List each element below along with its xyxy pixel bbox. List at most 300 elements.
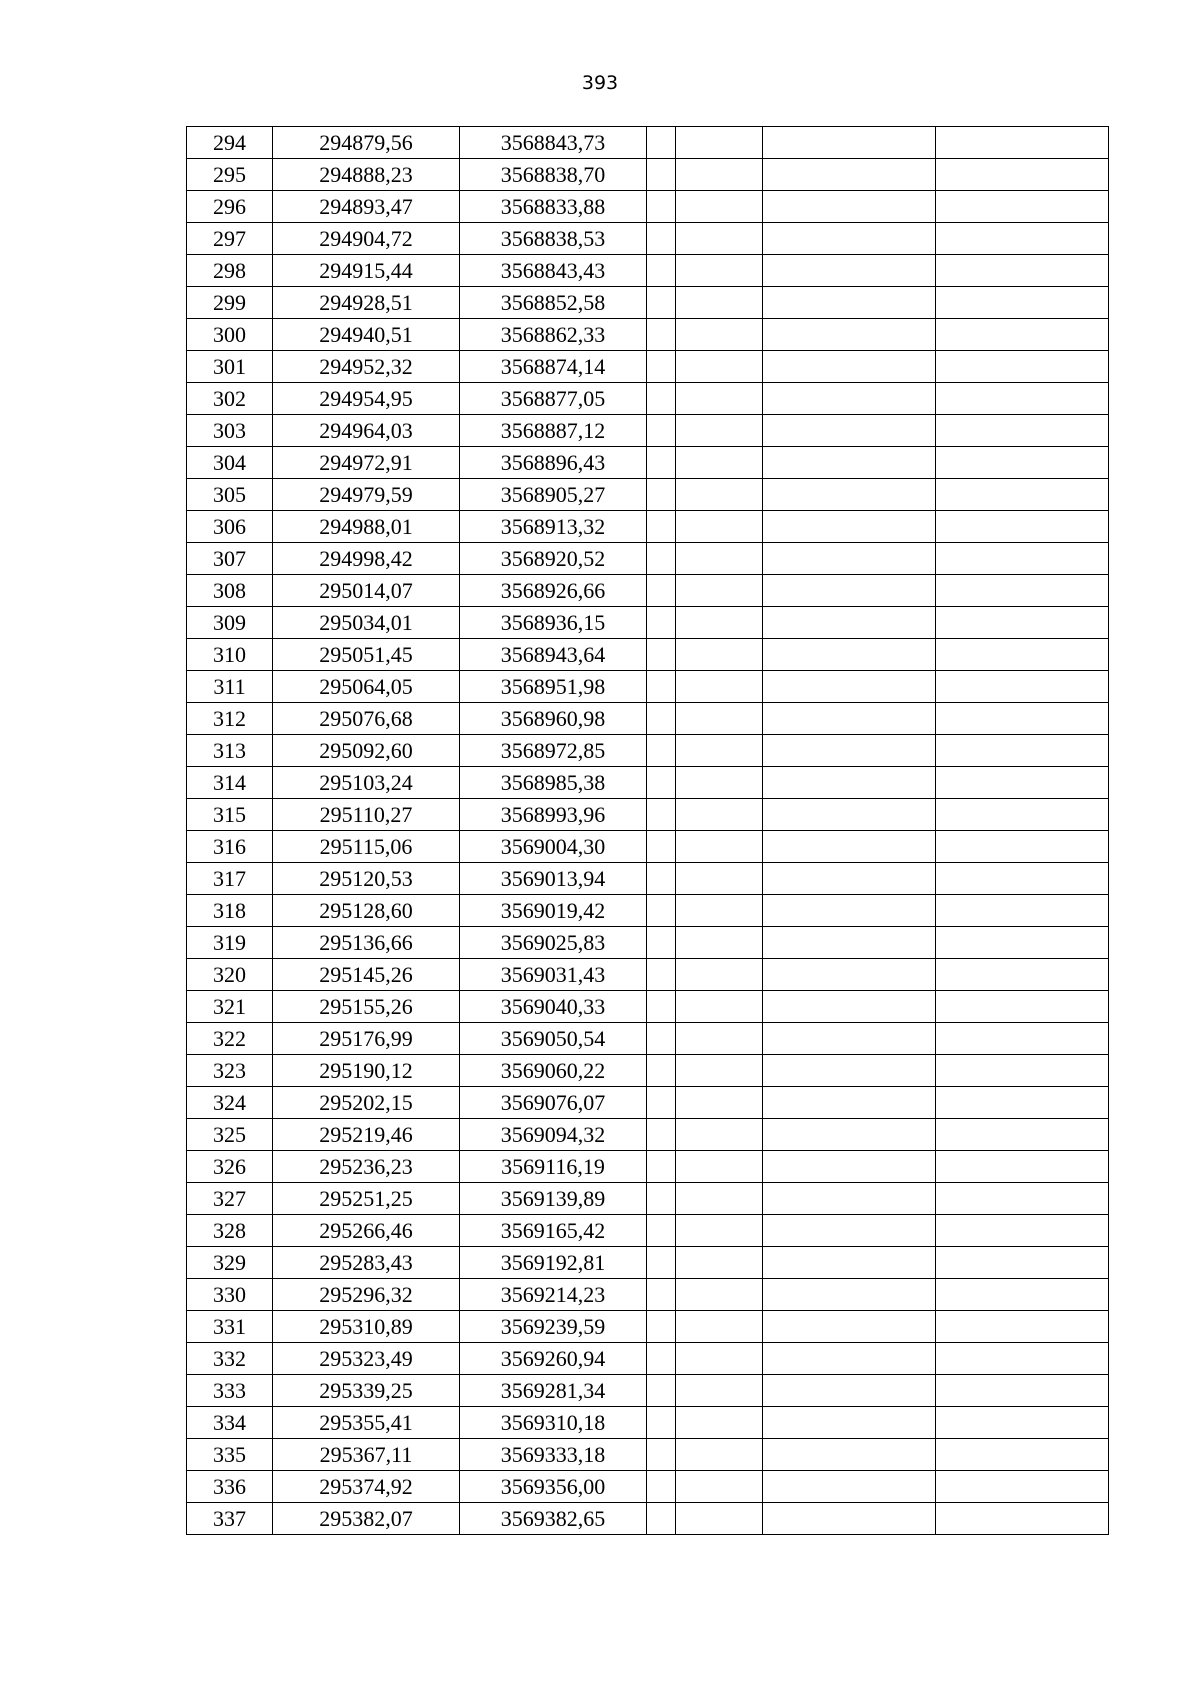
table-row [187, 959, 1109, 991]
point-number-cell: 311 [187, 671, 273, 703]
empty-cell [647, 191, 676, 223]
table-row [187, 1311, 1109, 1343]
x-coordinate-cell: 295266,46 [273, 1215, 460, 1247]
empty-cell [763, 703, 936, 735]
table-row [187, 191, 1109, 223]
empty-cell [936, 287, 1109, 319]
point-number-cell: 306 [187, 511, 273, 543]
empty-cell [676, 1215, 763, 1247]
empty-cell [763, 959, 936, 991]
table-row [187, 1055, 1109, 1087]
x-coordinate-cell: 295076,68 [273, 703, 460, 735]
y-coordinate-cell: 3569310,18 [460, 1407, 647, 1439]
x-coordinate-cell: 295367,11 [273, 1439, 460, 1471]
empty-cell [676, 575, 763, 607]
empty-cell [763, 1087, 936, 1119]
point-number-cell: 299 [187, 287, 273, 319]
empty-cell [647, 863, 676, 895]
y-coordinate-cell: 3568852,58 [460, 287, 647, 319]
y-coordinate-cell: 3569116,19 [460, 1151, 647, 1183]
empty-cell [763, 991, 936, 1023]
empty-cell [763, 575, 936, 607]
empty-cell [936, 1183, 1109, 1215]
point-number-cell: 328 [187, 1215, 273, 1247]
empty-cell [936, 863, 1109, 895]
empty-cell [647, 575, 676, 607]
table-row [187, 895, 1109, 927]
point-number-cell: 313 [187, 735, 273, 767]
y-coordinate-cell: 3568943,64 [460, 639, 647, 671]
empty-cell [936, 767, 1109, 799]
point-number-cell: 309 [187, 607, 273, 639]
empty-cell [647, 1119, 676, 1151]
empty-cell [676, 383, 763, 415]
y-coordinate-cell: 3568920,52 [460, 543, 647, 575]
y-coordinate-cell: 3568960,98 [460, 703, 647, 735]
x-coordinate-cell: 295202,15 [273, 1087, 460, 1119]
y-coordinate-cell: 3568833,88 [460, 191, 647, 223]
empty-cell [936, 991, 1109, 1023]
empty-cell [763, 1471, 936, 1503]
table-row [187, 735, 1109, 767]
x-coordinate-cell: 295014,07 [273, 575, 460, 607]
empty-cell [676, 831, 763, 863]
empty-cell [763, 1439, 936, 1471]
empty-cell [647, 351, 676, 383]
table-row [187, 1183, 1109, 1215]
point-number-cell: 321 [187, 991, 273, 1023]
empty-cell [936, 1471, 1109, 1503]
empty-cell [763, 1343, 936, 1375]
point-number-cell: 336 [187, 1471, 273, 1503]
table-row [187, 1439, 1109, 1471]
point-number-cell: 302 [187, 383, 273, 415]
empty-cell [647, 895, 676, 927]
table-row [187, 511, 1109, 543]
empty-cell [647, 703, 676, 735]
point-number-cell: 334 [187, 1407, 273, 1439]
empty-cell [936, 1023, 1109, 1055]
table-row [187, 607, 1109, 639]
point-number-cell: 298 [187, 255, 273, 287]
y-coordinate-cell: 3569013,94 [460, 863, 647, 895]
table-row [187, 1087, 1109, 1119]
y-coordinate-cell: 3569333,18 [460, 1439, 647, 1471]
empty-cell [647, 831, 676, 863]
coordinates-table [186, 126, 1109, 1535]
empty-cell [647, 1215, 676, 1247]
empty-cell [763, 127, 936, 159]
empty-cell [936, 1247, 1109, 1279]
point-number-cell: 331 [187, 1311, 273, 1343]
x-coordinate-cell: 294964,03 [273, 415, 460, 447]
empty-cell [647, 1343, 676, 1375]
empty-cell [936, 319, 1109, 351]
empty-cell [763, 767, 936, 799]
empty-cell [936, 447, 1109, 479]
table-row [187, 1023, 1109, 1055]
empty-cell [647, 607, 676, 639]
point-number-cell: 300 [187, 319, 273, 351]
empty-cell [647, 1471, 676, 1503]
y-coordinate-cell: 3568887,12 [460, 415, 647, 447]
y-coordinate-cell: 3568838,53 [460, 223, 647, 255]
table-row [187, 1375, 1109, 1407]
table-row [187, 639, 1109, 671]
point-number-cell: 327 [187, 1183, 273, 1215]
x-coordinate-cell: 294952,32 [273, 351, 460, 383]
table-row [187, 319, 1109, 351]
empty-cell [763, 1183, 936, 1215]
empty-cell [676, 415, 763, 447]
x-coordinate-cell: 294928,51 [273, 287, 460, 319]
empty-cell [676, 1151, 763, 1183]
empty-cell [647, 1183, 676, 1215]
y-coordinate-cell: 3568913,32 [460, 511, 647, 543]
empty-cell [647, 479, 676, 511]
empty-cell [676, 639, 763, 671]
empty-cell [763, 1151, 936, 1183]
empty-cell [763, 1279, 936, 1311]
empty-cell [676, 959, 763, 991]
point-number-cell: 312 [187, 703, 273, 735]
y-coordinate-cell: 3569050,54 [460, 1023, 647, 1055]
empty-cell [676, 863, 763, 895]
x-coordinate-cell: 295115,06 [273, 831, 460, 863]
empty-cell [647, 543, 676, 575]
y-coordinate-cell: 3569139,89 [460, 1183, 647, 1215]
empty-cell [647, 1055, 676, 1087]
empty-cell [936, 671, 1109, 703]
y-coordinate-cell: 3568993,96 [460, 799, 647, 831]
empty-cell [676, 319, 763, 351]
empty-cell [763, 1247, 936, 1279]
empty-cell [676, 1023, 763, 1055]
x-coordinate-cell: 295064,05 [273, 671, 460, 703]
empty-cell [647, 735, 676, 767]
empty-cell [763, 607, 936, 639]
empty-cell [763, 415, 936, 447]
empty-cell [763, 1055, 936, 1087]
empty-cell [647, 671, 676, 703]
table-row [187, 287, 1109, 319]
x-coordinate-cell: 295136,66 [273, 927, 460, 959]
empty-cell [676, 991, 763, 1023]
empty-cell [676, 287, 763, 319]
empty-cell [936, 191, 1109, 223]
empty-cell [676, 1055, 763, 1087]
x-coordinate-cell: 295296,32 [273, 1279, 460, 1311]
empty-cell [936, 1151, 1109, 1183]
x-coordinate-cell: 295355,41 [273, 1407, 460, 1439]
empty-cell [936, 703, 1109, 735]
table-row [187, 1151, 1109, 1183]
point-number-cell: 295 [187, 159, 273, 191]
page-number: 393 [581, 72, 619, 94]
empty-cell [647, 1247, 676, 1279]
x-coordinate-cell: 295110,27 [273, 799, 460, 831]
empty-cell [763, 1503, 936, 1535]
empty-cell [936, 1087, 1109, 1119]
empty-cell [647, 127, 676, 159]
y-coordinate-cell: 3569165,42 [460, 1215, 647, 1247]
point-number-cell: 305 [187, 479, 273, 511]
table-row [187, 447, 1109, 479]
y-coordinate-cell: 3568972,85 [460, 735, 647, 767]
point-number-cell: 296 [187, 191, 273, 223]
empty-cell [647, 1311, 676, 1343]
y-coordinate-cell: 3568877,05 [460, 383, 647, 415]
point-number-cell: 308 [187, 575, 273, 607]
point-number-cell: 324 [187, 1087, 273, 1119]
y-coordinate-cell: 3569094,32 [460, 1119, 647, 1151]
empty-cell [676, 671, 763, 703]
empty-cell [936, 735, 1109, 767]
y-coordinate-cell: 3568862,33 [460, 319, 647, 351]
empty-cell [763, 383, 936, 415]
x-coordinate-cell: 295236,23 [273, 1151, 460, 1183]
point-number-cell: 307 [187, 543, 273, 575]
empty-cell [676, 607, 763, 639]
point-number-cell: 325 [187, 1119, 273, 1151]
table-row [187, 1247, 1109, 1279]
empty-cell [647, 1375, 676, 1407]
empty-cell [676, 223, 763, 255]
empty-cell [647, 991, 676, 1023]
y-coordinate-cell: 3568843,43 [460, 255, 647, 287]
empty-cell [763, 223, 936, 255]
empty-cell [676, 1407, 763, 1439]
empty-cell [936, 959, 1109, 991]
empty-cell [936, 159, 1109, 191]
table-row [187, 831, 1109, 863]
x-coordinate-cell: 295190,12 [273, 1055, 460, 1087]
x-coordinate-cell: 295374,92 [273, 1471, 460, 1503]
table-row [187, 1503, 1109, 1535]
point-number-cell: 316 [187, 831, 273, 863]
empty-cell [763, 1375, 936, 1407]
empty-cell [763, 1311, 936, 1343]
empty-cell [647, 159, 676, 191]
point-number-cell: 301 [187, 351, 273, 383]
y-coordinate-cell: 3569356,00 [460, 1471, 647, 1503]
table-row [187, 255, 1109, 287]
empty-cell [763, 671, 936, 703]
x-coordinate-cell: 294954,95 [273, 383, 460, 415]
empty-cell [936, 1215, 1109, 1247]
point-number-cell: 303 [187, 415, 273, 447]
table-row [187, 927, 1109, 959]
empty-cell [676, 1247, 763, 1279]
table-row [187, 1407, 1109, 1439]
x-coordinate-cell: 295323,49 [273, 1343, 460, 1375]
empty-cell [763, 511, 936, 543]
table-row [187, 767, 1109, 799]
empty-cell [763, 191, 936, 223]
empty-cell [763, 351, 936, 383]
y-coordinate-cell: 3569019,42 [460, 895, 647, 927]
empty-cell [676, 1311, 763, 1343]
point-number-cell: 332 [187, 1343, 273, 1375]
empty-cell [647, 767, 676, 799]
y-coordinate-cell: 3569281,34 [460, 1375, 647, 1407]
y-coordinate-cell: 3568936,15 [460, 607, 647, 639]
empty-cell [676, 895, 763, 927]
empty-cell [676, 1087, 763, 1119]
table-row [187, 543, 1109, 575]
x-coordinate-cell: 295145,26 [273, 959, 460, 991]
y-coordinate-cell: 3568838,70 [460, 159, 647, 191]
table-row [187, 1471, 1109, 1503]
empty-cell [936, 543, 1109, 575]
empty-cell [936, 831, 1109, 863]
x-coordinate-cell: 294915,44 [273, 255, 460, 287]
empty-cell [676, 1503, 763, 1535]
empty-cell [676, 927, 763, 959]
point-number-cell: 315 [187, 799, 273, 831]
x-coordinate-cell: 295339,25 [273, 1375, 460, 1407]
coordinates-table-body [187, 127, 1109, 1535]
empty-cell [676, 351, 763, 383]
x-coordinate-cell: 295382,07 [273, 1503, 460, 1535]
empty-cell [936, 1311, 1109, 1343]
empty-cell [936, 1375, 1109, 1407]
empty-cell [936, 1407, 1109, 1439]
empty-cell [676, 191, 763, 223]
empty-cell [676, 479, 763, 511]
empty-cell [676, 703, 763, 735]
x-coordinate-cell: 294893,47 [273, 191, 460, 223]
empty-cell [676, 767, 763, 799]
empty-cell [676, 543, 763, 575]
empty-cell [647, 383, 676, 415]
empty-cell [647, 223, 676, 255]
x-coordinate-cell: 295310,89 [273, 1311, 460, 1343]
empty-cell [676, 159, 763, 191]
empty-cell [676, 1439, 763, 1471]
y-coordinate-cell: 3568905,27 [460, 479, 647, 511]
y-coordinate-cell: 3568896,43 [460, 447, 647, 479]
table-row [187, 703, 1109, 735]
empty-cell [763, 447, 936, 479]
point-number-cell: 310 [187, 639, 273, 671]
empty-cell [763, 831, 936, 863]
empty-cell [763, 895, 936, 927]
empty-cell [936, 351, 1109, 383]
point-number-cell: 318 [187, 895, 273, 927]
empty-cell [763, 735, 936, 767]
empty-cell [647, 1503, 676, 1535]
point-number-cell: 319 [187, 927, 273, 959]
x-coordinate-cell: 294988,01 [273, 511, 460, 543]
point-number-cell: 317 [187, 863, 273, 895]
empty-cell [676, 127, 763, 159]
empty-cell [647, 319, 676, 351]
empty-cell [763, 799, 936, 831]
table-row [187, 127, 1109, 159]
empty-cell [936, 927, 1109, 959]
x-coordinate-cell: 295176,99 [273, 1023, 460, 1055]
empty-cell [936, 607, 1109, 639]
empty-cell [763, 927, 936, 959]
empty-cell [647, 1151, 676, 1183]
point-number-cell: 326 [187, 1151, 273, 1183]
empty-cell [763, 1215, 936, 1247]
y-coordinate-cell: 3568926,66 [460, 575, 647, 607]
empty-cell [936, 799, 1109, 831]
y-coordinate-cell: 3569192,81 [460, 1247, 647, 1279]
empty-cell [763, 863, 936, 895]
empty-cell [647, 511, 676, 543]
y-coordinate-cell: 3569076,07 [460, 1087, 647, 1119]
empty-cell [763, 159, 936, 191]
table-row [187, 1279, 1109, 1311]
empty-cell [647, 1023, 676, 1055]
empty-cell [647, 1279, 676, 1311]
table-row [187, 863, 1109, 895]
empty-cell [676, 1183, 763, 1215]
y-coordinate-cell: 3569060,22 [460, 1055, 647, 1087]
empty-cell [763, 543, 936, 575]
empty-cell [647, 415, 676, 447]
empty-cell [936, 415, 1109, 447]
empty-cell [936, 639, 1109, 671]
point-number-cell: 329 [187, 1247, 273, 1279]
empty-cell [936, 1343, 1109, 1375]
x-coordinate-cell: 295120,53 [273, 863, 460, 895]
empty-cell [936, 1439, 1109, 1471]
y-coordinate-cell: 3568874,14 [460, 351, 647, 383]
empty-cell [647, 927, 676, 959]
point-number-cell: 294 [187, 127, 273, 159]
point-number-cell: 304 [187, 447, 273, 479]
table-row [187, 575, 1109, 607]
y-coordinate-cell: 3569260,94 [460, 1343, 647, 1375]
point-number-cell: 335 [187, 1439, 273, 1471]
x-coordinate-cell: 294972,91 [273, 447, 460, 479]
x-coordinate-cell: 294998,42 [273, 543, 460, 575]
table-row [187, 479, 1109, 511]
table-row [187, 671, 1109, 703]
empty-cell [936, 1055, 1109, 1087]
empty-cell [647, 799, 676, 831]
x-coordinate-cell: 295128,60 [273, 895, 460, 927]
x-coordinate-cell: 295092,60 [273, 735, 460, 767]
empty-cell [936, 223, 1109, 255]
x-coordinate-cell: 295034,01 [273, 607, 460, 639]
empty-cell [647, 447, 676, 479]
x-coordinate-cell: 295051,45 [273, 639, 460, 671]
empty-cell [936, 479, 1109, 511]
y-coordinate-cell: 3569025,83 [460, 927, 647, 959]
x-coordinate-cell: 295103,24 [273, 767, 460, 799]
y-coordinate-cell: 3568951,98 [460, 671, 647, 703]
empty-cell [676, 799, 763, 831]
point-number-cell: 314 [187, 767, 273, 799]
table-row [187, 223, 1109, 255]
empty-cell [647, 1439, 676, 1471]
empty-cell [936, 1279, 1109, 1311]
empty-cell [936, 127, 1109, 159]
x-coordinate-cell: 294940,51 [273, 319, 460, 351]
empty-cell [763, 1023, 936, 1055]
empty-cell [647, 287, 676, 319]
empty-cell [936, 255, 1109, 287]
empty-cell [936, 1503, 1109, 1535]
table-row [187, 159, 1109, 191]
empty-cell [763, 255, 936, 287]
empty-cell [676, 511, 763, 543]
